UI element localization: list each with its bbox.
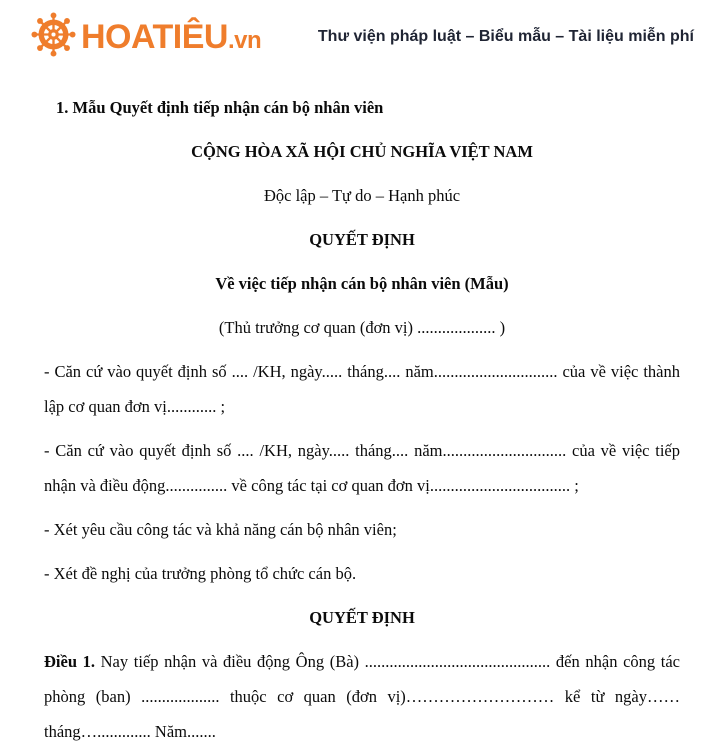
logo-tld: .vn (227, 27, 262, 54)
hoatieu-logo (30, 11, 261, 63)
article-1-text: Nay tiếp nhận và điều động Ông (Bà) ............................................. đến nhận công tác phòng (ban) ................... thuộc cơ quan (đơn vị)……………………… kể từ ngày……tháng…............. Năm....... (44, 652, 681, 741)
decision-heading: QUYẾT ĐỊNH (309, 230, 415, 249)
ship-wheel-icon (30, 11, 77, 63)
document-section-title: 1. Mẫu Quyết định tiếp nhận cán bộ nhân viên (56, 98, 384, 117)
consideration-paragraph-1: - Xét yêu cầu công tác và khả năng cán bộ nhân viên; (44, 520, 397, 539)
issuer-line: (Thủ trưởng cơ quan (đơn vị) ................... ) (218, 318, 506, 337)
site-header (0, 0, 724, 70)
article-1-paragraph (44, 644, 680, 749)
national-header: CỘNG HÒA XÃ HỘI CHỦ NGHĨA VIỆT NAM (191, 142, 533, 161)
document-body (0, 70, 724, 749)
site-slogan: Thư viện pháp luật – Biểu mẫu – Tài liệu miễn phí (317, 28, 694, 45)
decides-heading: QUYẾT ĐỊNH (309, 608, 415, 627)
article-1-label: Điều 1. (44, 652, 96, 671)
basis-paragraph-1: - Căn cứ vào quyết định số .... /KH, ngày..... tháng.... năm.............................. của về việc thành lập cơ quan đơn vị............ ; (44, 362, 680, 416)
decision-subject: Về việc tiếp nhận cán bộ nhân viên (Mẫu) (215, 274, 509, 293)
consideration-paragraph-2: - Xét đề nghị của trưởng phòng tổ chức cán bộ. (44, 564, 357, 583)
logo-brand-name: HOATIÊU (81, 18, 228, 56)
national-motto: Độc lập – Tự do – Hạnh phúc (263, 186, 461, 205)
basis-paragraph-2: - Căn cứ vào quyết định số .... /KH, ngày..... tháng.... năm.............................. của về việc tiếp nhận và điều động............... về công tác tại cơ quan đơn vị.................................. ; (44, 441, 680, 495)
logo-brand-text (81, 20, 261, 54)
